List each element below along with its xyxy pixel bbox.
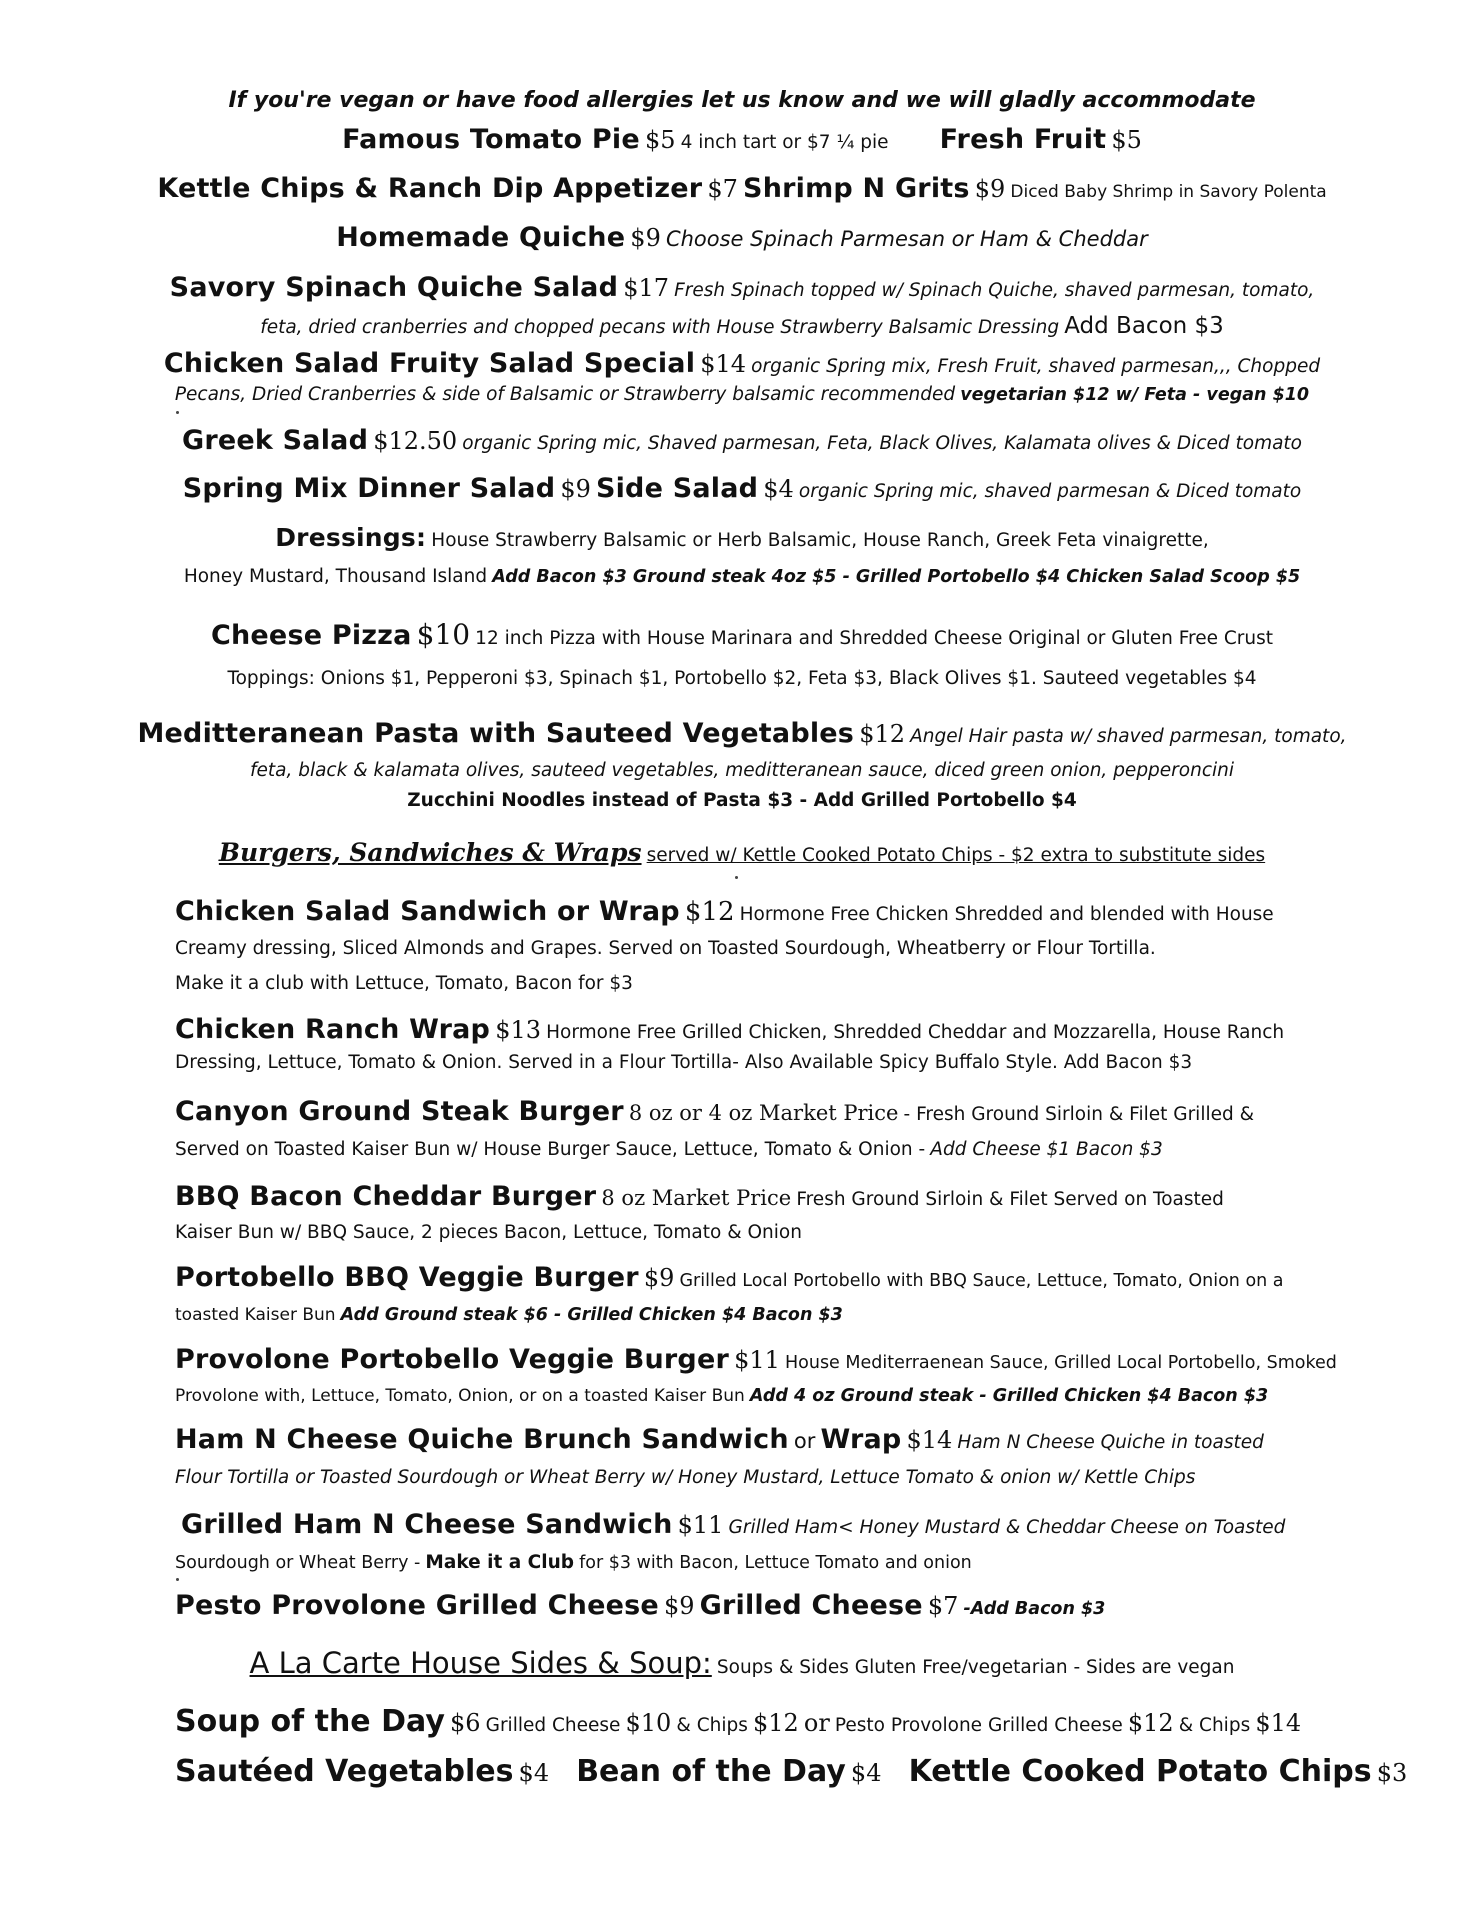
item-desc: Make it a club with Lettuce, Tomato, Bacon for $3 — [175, 973, 633, 994]
section-title: Burgers, Sandwiches & Wraps — [218, 838, 642, 867]
item-desc: organic Spring mic, Shaved parmesan, Feta, Black Olives, Kalamata olives & Diced tomato — [462, 433, 1302, 454]
item-name: Canyon Ground Steak Burger — [175, 1096, 624, 1127]
menu-row-bbq-burger — [175, 1181, 1224, 1213]
item-desc: Hormone Free Chicken Shredded and blended with House — [739, 904, 1274, 925]
menu-row-chicken-ranch-wrap — [175, 1014, 1284, 1046]
item-price: 8 oz Market Price — [601, 1186, 792, 1210]
menu-row-provolone-portobello-2 — [175, 1386, 1268, 1407]
item-desc: Diced Baby Shrimp in Savory Polenta — [1010, 182, 1327, 202]
item-addon: Add Bacon $3 — [1064, 313, 1224, 339]
menu-row-grilled-ham-cheese-2 — [175, 1552, 972, 1574]
item-desc: Angel Hair pasta w/ shaved parmesan, tomato, — [910, 726, 1347, 747]
item-price: $12.50 — [373, 427, 458, 455]
item-price: $7 — [707, 175, 738, 203]
dressings-list: House Strawberry Balsamic or Herb Balsamic, House Ranch, Greek Feta vinaigrette, — [431, 530, 1209, 551]
item-price: $4 — [518, 1759, 550, 1787]
stray-mark — [735, 876, 738, 879]
item-price: $12 — [1127, 1709, 1174, 1737]
menu-row-quiche — [0, 222, 1484, 254]
item-addon: Add Ground steak $6 - Grilled Chicken $4 Bacon $3 — [340, 1305, 843, 1325]
dressings-list: Honey Mustard, Thousand Island — [183, 566, 488, 587]
item-name: Grilled Ham N Cheese Sandwich — [181, 1509, 673, 1540]
item-desc: Flour Tortilla or Toasted Sourdough or Wheat Berry w/ Honey Mustard, Lettuce Tomato & onion w/ Kettle Chips — [175, 1467, 1196, 1488]
menu-row-dressings — [0, 523, 1484, 553]
item-name: Pesto Provolone Grilled Cheese — [175, 1590, 659, 1621]
item-name: Soup of the Day — [175, 1704, 445, 1739]
menu-row-appetizers — [0, 173, 1484, 205]
menu-row-bbq-burger-2 — [175, 1222, 802, 1244]
salad-addons: Add Bacon $3 Ground steak 4oz $5 - Grilled Portobello $4 Chicken Salad Scoop $5 — [492, 567, 1301, 587]
menu-row-sides — [175, 1754, 1407, 1790]
item-name: Chicken Salad Sandwich or Wrap — [175, 896, 680, 927]
menu-row-spring-mix — [0, 473, 1484, 505]
item-name: Side Salad — [595, 473, 759, 504]
section-note: served w/ Kettle Cooked Potato Chips - $2 extra to substitute sides — [646, 845, 1266, 866]
item-name: Grilled Cheese — [699, 1590, 923, 1621]
menu-row-canyon-burger — [175, 1096, 1254, 1128]
item-name: Bean of the Day — [576, 1754, 846, 1789]
item-desc: feta, black & kalamata olives, sauteed vegetables, meditteranean sauce, diced green onion, pepperoncini — [249, 760, 1235, 781]
item-desc: organic Spring mix, Fresh Fruit, shaved parmesan,,, Chopped — [751, 356, 1321, 377]
item-price: $9 — [630, 224, 661, 252]
item-name: Wrap — [820, 1424, 902, 1455]
menu-row-portobello-bbq-2 — [175, 1305, 843, 1326]
item-name: Greek Salad — [181, 425, 369, 456]
item-desc: Pecans, Dried Cranberries & side of Balsamic or Strawberry balsamic recommended — [174, 384, 956, 405]
item-price: $17 — [623, 274, 670, 302]
item-desc: Grilled Cheese — [485, 1715, 621, 1736]
menu-row-canyon-burger-2 — [175, 1139, 1163, 1161]
item-addon: vegetarian $12 w/ Feta - vegan $10 — [960, 385, 1310, 405]
item-desc: Ham N Cheese Quiche in toasted — [957, 1432, 1264, 1453]
item-price: $9 — [560, 475, 591, 503]
item-or: or — [793, 1429, 816, 1453]
item-price: $13 — [495, 1016, 541, 1044]
item-name: BBQ Bacon Cheddar Burger — [175, 1181, 597, 1212]
item-desc: House Mediterraenean Sauce, Grilled Local Portobello, Smoked — [784, 1353, 1337, 1373]
item-name: Homemade Quiche — [336, 222, 626, 253]
menu-row-tomato-pie — [0, 124, 1484, 156]
section-note: Soups & Sides Gluten Free/vegetarian - Sides are vegan — [716, 1657, 1235, 1678]
menu-row-portobello-bbq — [175, 1262, 1284, 1294]
menu-row-fruity-salad-2 — [0, 384, 1484, 406]
menu-row-ham-quiche-sandwich-2 — [175, 1467, 1195, 1489]
item-desc: Kaiser Bun w/ BBQ Sauce, 2 pieces Bacon, Lettuce, Tomato & Onion — [175, 1222, 802, 1243]
item-name: Provolone Portobello Veggie Burger — [175, 1344, 729, 1375]
item-name: Savory Spinach Quiche Salad — [169, 272, 619, 303]
item-name: Kettle Cooked Potato Chips — [908, 1754, 1372, 1789]
item-desc: for $3 with Bacon, Lettuce Tomato and onion — [579, 1553, 972, 1573]
menu-row-spinach-salad-2 — [0, 313, 1484, 341]
pizza-toppings: Toppings: Onions $1, Pepperoni $3, Spinach $1, Portobello $2, Feta $3, Black Olives $1. Sauteed vegetables $4 — [227, 668, 1257, 689]
item-addon: -Add Bacon $3 — [963, 1599, 1106, 1619]
item-price: $14 — [700, 350, 747, 378]
menu-row-pizza — [0, 618, 1484, 652]
item-price: $10 — [416, 618, 471, 651]
menu-row-fruity-salad — [0, 348, 1484, 380]
item-name: Kettle Chips & Ranch Dip Appetizer — [157, 173, 703, 204]
item-name: Famous Tomato Pie — [342, 124, 640, 155]
item-addon: Add Cheese $1 Bacon $3 — [930, 1139, 1163, 1160]
menu-row-greek-salad — [0, 425, 1484, 457]
item-desc: organic Spring mic, shaved parmesan & Diced tomato — [798, 481, 1302, 502]
item-desc: Served on Toasted Kaiser Bun w/ House Burger Sauce, Lettuce, Tomato & Onion - — [175, 1139, 926, 1160]
item-price: $14 — [1255, 1709, 1302, 1737]
item-price: $10 — [625, 1709, 672, 1737]
item-addon: Add 4 oz Ground steak - Grilled Chicken $4 Bacon $3 — [749, 1386, 1269, 1406]
item-desc: 12 inch Pizza with House Marinara and Shredded Cheese Original or Gluten Free Crust — [475, 628, 1274, 649]
menu-row-pasta-2 — [0, 760, 1484, 782]
menu-row-chicken-ranch-wrap-2 — [175, 1052, 1192, 1074]
item-price: $6 — [449, 1709, 481, 1737]
menu-row-grilled-cheese — [175, 1590, 1105, 1622]
item-desc: Dressing, Lettuce, Tomato & Onion. Served in a Flour Tortilla- Also Available Spicy Buffalo Style. Add Bacon $3 — [175, 1052, 1193, 1073]
item-price: $3 — [1376, 1759, 1408, 1787]
menu-row-pasta — [0, 718, 1484, 750]
stray-mark — [176, 1578, 179, 1581]
item-price: $9 — [643, 1264, 675, 1292]
item-price: $4 — [850, 1759, 882, 1787]
item-desc: Creamy dressing, Sliced Almonds and Grapes. Served on Toasted Sourdough, Wheatberry or Flour Tortilla. — [175, 938, 1156, 959]
item-price: $11 — [677, 1511, 724, 1539]
allergy-notice: If you're vegan or have food allergies let us know and we will gladly accommodate — [228, 88, 1256, 113]
item-name: Shrimp N Grits — [743, 173, 970, 204]
item-name: Sautéed Vegetables — [175, 1754, 514, 1789]
item-desc: toasted Kaiser Bun — [175, 1305, 336, 1325]
item-desc: Fresh Spinach topped w/ Spinach Quiche, shaved parmesan, tomato, — [674, 280, 1315, 301]
item-price: $7 — [927, 1592, 959, 1620]
item-desc: Grilled Ham< Honey Mustard & Cheddar Cheese on Toasted — [728, 1517, 1286, 1538]
item-name: Cheese Pizza — [210, 620, 412, 651]
menu-row-chicken-salad-sandwich-3 — [175, 973, 633, 995]
item-desc: Fresh Ground Sirloin & Filet Served on Toasted — [796, 1189, 1224, 1210]
item-name: Chicken Ranch Wrap — [175, 1014, 491, 1045]
item-price: 8 oz or 4 oz Market Price — [628, 1101, 899, 1125]
item-price: $9 — [974, 175, 1006, 203]
menu-row-provolone-portobello — [175, 1344, 1337, 1376]
item-name: Portobello BBQ Veggie Burger — [175, 1262, 639, 1293]
item-price: $9 — [664, 1592, 695, 1620]
item-name: Ham N Cheese Quiche Brunch Sandwich — [175, 1424, 789, 1455]
menu-row-pasta-3 — [0, 790, 1484, 812]
menu-row-grilled-ham-cheese — [181, 1509, 1285, 1541]
stray-mark — [176, 411, 179, 414]
item-price: $12 — [684, 897, 735, 927]
section-sides-header — [0, 1646, 1484, 1681]
item-price: $11 — [734, 1346, 780, 1374]
menu-row-soup — [175, 1704, 1301, 1740]
menu-row-chicken-salad-sandwich — [175, 896, 1274, 928]
menu-row-ham-quiche-sandwich — [175, 1424, 1264, 1456]
item-or: or — [803, 1709, 830, 1737]
item-desc: - Fresh Ground Sirloin & Filet Grilled & — [903, 1104, 1255, 1125]
item-desc: Choose Spinach Parmesan or Ham & Cheddar — [665, 227, 1148, 251]
section-title: A La Carte House Sides & Soup: — [249, 1646, 712, 1680]
item-price: $5 — [1111, 126, 1142, 154]
item-price: $5 — [644, 126, 676, 154]
item-price: $12 — [859, 720, 905, 748]
menu-row-spinach-salad — [0, 272, 1484, 304]
item-desc: Sourdough or Wheat Berry - — [175, 1553, 421, 1573]
item-price: $4 — [763, 475, 794, 503]
item-addon: Zucchini Noodles instead of Pasta $3 - Add Grilled Portobello $4 — [407, 790, 1077, 811]
item-price: $14 — [906, 1426, 953, 1454]
menu-row-dressings-2 — [0, 566, 1484, 588]
item-desc: & Chips — [676, 1715, 748, 1736]
item-desc: Grilled Local Portobello with BBQ Sauce, Lettuce, Tomato, Onion on a — [679, 1271, 1284, 1291]
item-desc: Pesto Provolone Grilled Cheese — [834, 1715, 1123, 1736]
item-desc: & Chips — [1178, 1715, 1251, 1736]
item-club: Make it a Club — [425, 1552, 574, 1573]
dressings-label: Dressings: — [275, 523, 427, 552]
item-desc: Hormone Free Grilled Chicken, Shredded Cheddar and Mozzarella, House Ranch — [546, 1022, 1285, 1043]
item-name: Chicken Salad Fruity Salad Special — [163, 348, 696, 379]
item-desc: Provolone with, Lettuce, Tomato, Onion, or on a toasted Kaiser Bun — [175, 1386, 745, 1406]
item-name: Meditteranean Pasta with Sauteed Vegetables — [137, 718, 855, 749]
item-name: Spring Mix Dinner Salad — [182, 473, 556, 504]
item-desc: 4 inch tart or $7 ¼ pie — [680, 132, 889, 153]
section-burgers-header — [0, 838, 1484, 868]
menu-row-chicken-salad-sandwich-2 — [175, 938, 1156, 960]
menu-row-pizza-toppings — [0, 668, 1484, 690]
item-name: Fresh Fruit — [939, 124, 1107, 155]
item-price: $12 — [752, 1709, 799, 1737]
item-desc: feta, dried cranberries and chopped pecans with House Strawberry Balsamic Dressing — [260, 317, 1060, 338]
